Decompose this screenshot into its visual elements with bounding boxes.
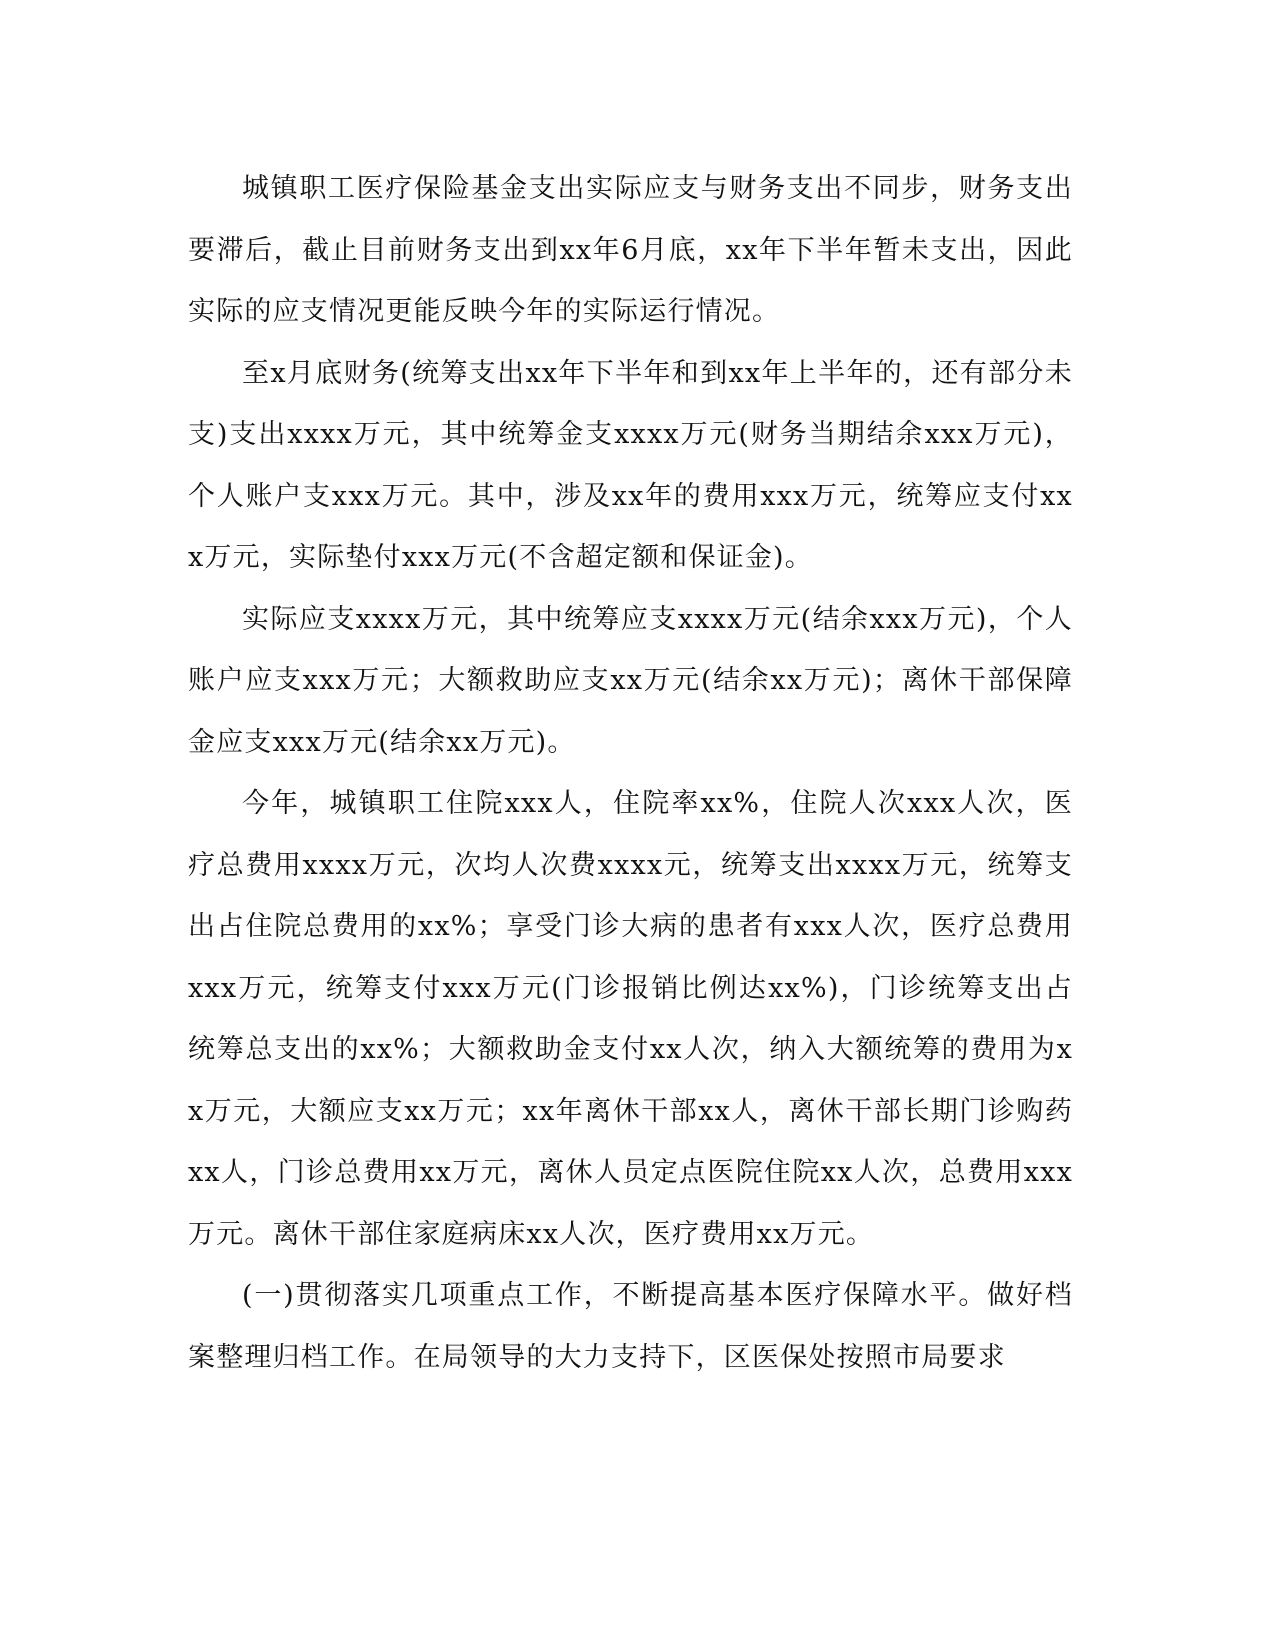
paragraph-actual-payable: 实际应支xxxx万元，其中统筹应支xxxx万元(结余xxx万元)，个人账户应支xxx万元；大额救助应支xx万元(结余xx万元)；离休干部保障金应支xxx万元(结余xx万元)。 <box>188 603 1073 758</box>
document-body <box>188 158 1073 1388</box>
paragraph-fund-expenditure: 城镇职工医疗保险基金支出实际应支与财务支出不同步，财务支出要滞后，截止目前财务支出到xx年6月底，xx年下半年暂未支出，因此实际的应支情况更能反映今年的实际运行情况。 <box>188 173 1073 327</box>
paragraph-key-work: (一)贯彻落实几项重点工作，不断提高基本医疗保障水平。做好档案整理归档工作。在局领导的大力支持下，区医保处按照市局要求 <box>188 1280 1073 1373</box>
paragraph-financial-spending: 至x月底财务(统筹支出xx年下半年和到xx年上半年的，还有部分未支)支出xxxx万元，其中统筹金支xxxx万元(财务当期结余xxx万元)，个人账户支xxx万元。其中，涉及xx年的费用xxx万元，统筹应支付xxx万元，实际垫付xxx万元(不含超定额和保证金)。 <box>188 357 1073 573</box>
paragraph-hospitalization-stats: 今年，城镇职工住院xxx人，住院率xx%，住院人次xxx人次，医疗总费用xxxx万元，次均人次费xxxx元，统筹支出xxxx万元，统筹支出占住院总费用的xx%；享受门诊大病的患者有xxx人次，医疗总费用xxx万元，统筹支付xxx万元(门诊报销比例达xx%)，门诊统筹支出占统筹总支出的xx%；大额救助金支付xx人次，纳入大额统筹的费用为xx万元，大额应支xx万元；xx年离休干部xx人，离休干部长期门诊购药xx人，门诊总费用xx万元，离休人员定点医院住院xx人次，总费用xxx万元。离休干部住家庭病床xx人次，医疗费用xx万元。 <box>188 788 1073 1250</box>
